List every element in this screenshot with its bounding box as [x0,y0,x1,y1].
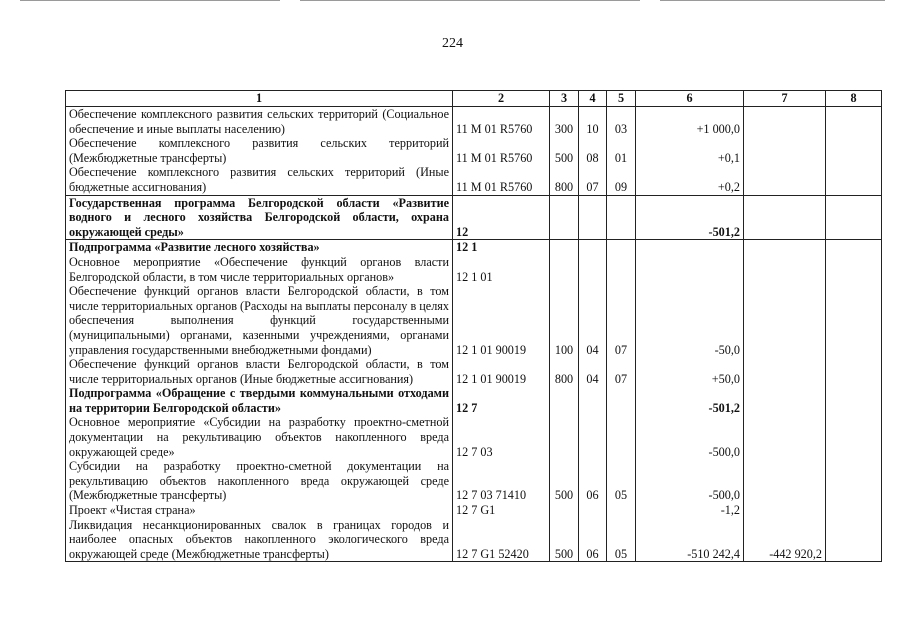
row-col-7 [744,165,826,195]
row-col-7 [744,459,826,503]
row-col-3 [550,503,579,518]
row-col-6: -500,0 [636,459,744,503]
row-col-7 [744,195,826,240]
row-name: Обеспечение комплексного развития сельских территорий (Социальное обеспечение и иные выплаты населению) [66,107,453,137]
row-col-3 [550,240,579,255]
row-col-4: 06 [579,459,607,503]
header-row [66,91,882,107]
row-code: 12 7 G1 [453,503,550,518]
row-col-3: 100 [550,284,579,357]
top-rule-right [660,0,885,1]
row-code: 11 М 01 R5760 [453,136,550,165]
row-col-7 [744,415,826,459]
row-col-5 [607,386,636,415]
row-col-3: 500 [550,459,579,503]
row-name: Обеспечение комплексного развития сельских территорий (Иные бюджетные ассигнования) [66,165,453,195]
row-name: Ликвидация несанкционированных свалок в границах городов и наиболее опасных объектов накопленного экологического вреда окружающей среде (Межбюджетные трансферты) [66,518,453,562]
row-col-5 [607,195,636,240]
row-name: Основное мероприятие «Обеспечение функций органов власти Белгородской области, в том числе территориальных органов» [66,255,453,284]
row-col-8 [826,165,882,195]
row-col-6: +50,0 [636,357,744,386]
row-col-4 [579,386,607,415]
header-col-2: 2 [453,91,550,107]
row-name: Обеспечение функций органов власти Белгородской области, в том числе территориальных органов (Расходы на выплаты персоналу в целях обеспечения выполнения функций государственными (муниципальными) органами, казенными учреждениями, органами управления государственными внебюджетными фондами) [66,284,453,357]
row-col-6 [636,240,744,255]
row-col-7 [744,107,826,137]
row-col-6: +0,1 [636,136,744,165]
table-row [66,136,882,165]
row-col-8 [826,240,882,255]
row-col-5: 05 [607,459,636,503]
row-col-8 [826,195,882,240]
top-rule-middle [300,0,640,1]
row-name: Основное мероприятие «Субсидии на разработку проектно-сметной документации на рекультивацию объектов накопленного вреда окружающей среде» [66,415,453,459]
header-col-4: 4 [579,91,607,107]
row-col-3 [550,195,579,240]
row-col-4: 04 [579,357,607,386]
row-code: 12 [453,195,550,240]
row-col-8 [826,136,882,165]
row-col-6: +1 000,0 [636,107,744,137]
row-col-8 [826,415,882,459]
row-name: Субсидии на разработку проектно-сметной документации на рекультивацию объектов накопленного вреда окружающей среде (Межбюджетные трансферты) [66,459,453,503]
row-col-3: 800 [550,165,579,195]
table-row [66,357,882,386]
row-col-8 [826,518,882,562]
page-number: 224 [442,36,463,51]
row-col-5: 07 [607,357,636,386]
table-body [66,107,882,562]
table-row [66,195,882,240]
row-name: Обеспечение функций органов власти Белгородской области, в том числе территориальных органов (Иные бюджетные ассигнования) [66,357,453,386]
row-col-6: -50,0 [636,284,744,357]
row-col-3: 500 [550,518,579,562]
header-col-6: 6 [636,91,744,107]
row-name: Государственная программа Белгородской области «Развитие водного и лесного хозяйства Белгородской области, охрана окружающей среды» [66,195,453,240]
row-col-4 [579,195,607,240]
row-col-7 [744,240,826,255]
header-col-8: 8 [826,91,882,107]
row-col-8 [826,357,882,386]
table-row [66,386,882,415]
header-col-3: 3 [550,91,579,107]
row-col-5 [607,503,636,518]
row-col-7 [744,503,826,518]
row-col-4: 08 [579,136,607,165]
row-code: 12 7 [453,386,550,415]
top-rule-left [20,0,280,1]
row-col-3 [550,415,579,459]
row-col-5: 01 [607,136,636,165]
row-col-5: 07 [607,284,636,357]
row-col-7 [744,357,826,386]
row-col-8 [826,255,882,284]
row-col-6: -1,2 [636,503,744,518]
row-col-7: -442 920,2 [744,518,826,562]
row-col-6: -501,2 [636,386,744,415]
row-col-7 [744,386,826,415]
table-row [66,107,882,137]
row-col-3: 800 [550,357,579,386]
table-row [66,240,882,255]
row-col-4 [579,415,607,459]
header-col-5: 5 [607,91,636,107]
row-col-5 [607,415,636,459]
table-row [66,415,882,459]
row-col-8 [826,107,882,137]
row-col-8 [826,459,882,503]
row-col-5: 05 [607,518,636,562]
row-col-8 [826,503,882,518]
row-code: 11 М 01 R5760 [453,165,550,195]
row-col-7 [744,284,826,357]
row-col-4: 07 [579,165,607,195]
table-row [66,255,882,284]
budget-table [65,90,882,562]
row-col-3 [550,255,579,284]
header-col-7: 7 [744,91,826,107]
table-row [66,284,882,357]
row-code: 12 7 G1 52420 [453,518,550,562]
row-col-8 [826,386,882,415]
row-code: 12 1 01 90019 [453,284,550,357]
row-col-4: 10 [579,107,607,137]
row-col-6: -501,2 [636,195,744,240]
row-col-5: 03 [607,107,636,137]
row-col-4: 04 [579,284,607,357]
row-col-5 [607,255,636,284]
table-row [66,503,882,518]
row-code: 12 1 [453,240,550,255]
row-col-3: 500 [550,136,579,165]
row-col-7 [744,136,826,165]
table-row [66,518,882,562]
row-col-3: 300 [550,107,579,137]
row-code: 12 1 01 [453,255,550,284]
row-name: Подпрограмма «Развитие лесного хозяйства» [66,240,453,255]
row-code: 12 1 01 90019 [453,357,550,386]
row-col-5: 09 [607,165,636,195]
row-name: Подпрограмма «Обращение с твердыми коммунальными отходами на территории Белгородской области» [66,386,453,415]
row-col-4 [579,240,607,255]
row-col-4 [579,255,607,284]
row-name: Обеспечение комплексного развития сельских территорий (Межбюджетные трансферты) [66,136,453,165]
row-code: 12 7 03 71410 [453,459,550,503]
row-col-3 [550,386,579,415]
row-col-4 [579,503,607,518]
row-col-6: +0,2 [636,165,744,195]
row-col-4: 06 [579,518,607,562]
row-col-6 [636,255,744,284]
row-col-5 [607,240,636,255]
row-name: Проект «Чистая страна» [66,503,453,518]
row-code: 11 М 01 R5760 [453,107,550,137]
row-col-6: -500,0 [636,415,744,459]
row-code: 12 7 03 [453,415,550,459]
row-col-6: -510 242,4 [636,518,744,562]
row-col-8 [826,284,882,357]
table-row [66,165,882,195]
table-row [66,459,882,503]
row-col-7 [744,255,826,284]
header-col-1: 1 [66,91,453,107]
